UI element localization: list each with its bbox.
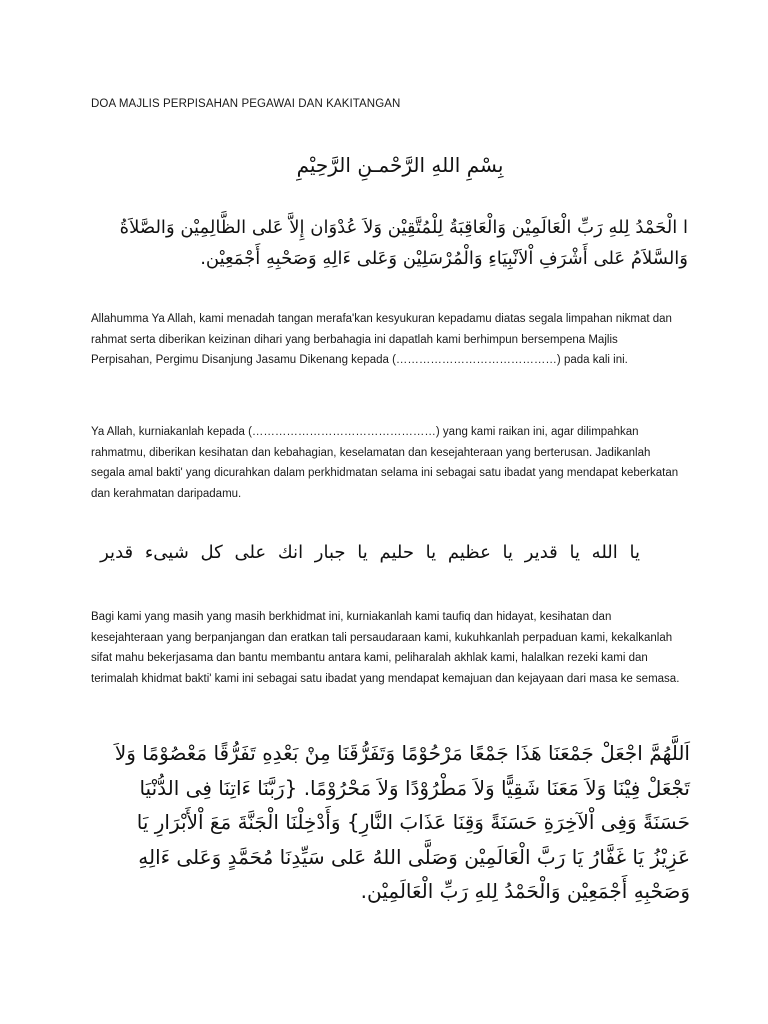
divine-names-line: يا الله يا قدير يا عظيم يا حليم يا جبار انك على كل شيىء قدير [100,542,640,563]
paragraph-remaining-staff: Bagi kami yang masih yang masih berkhidmat ini, kurniakanlah kami taufiq dan hidayat, kesihatan dan kesejahteraan yang berpanjangan dan eratkan tali persaudaraan kami, kukuhkanlah perpaduan kami, kekalkanlah sifat mahu bekerjasama dan bantu membantu antara kami, peliharalah akhlak kami, halalkan rezeki kami dan terimalah khidmat bakti' kami ini sebagai satu ibadat yang mendapat kemajuan dan kejayaan dari masa ke semasa. [91,611,680,685]
document-title: DOA MAJLIS PERPISAHAN PEGAWAI DAN KAKITANGAN [91,98,401,110]
basmala-line: بِسْمِ اللهِ الرَّحْمـنِ الرَّحِيْمِ [296,153,504,177]
paragraph-gratitude: Allahumma Ya Allah, kami menadah tangan merafa'kan kesyukuran kepadamu diatas segala limpahan nikmat dan rahmat serta diberikan keizinan dihari yang berbahagia ini dapatlah kami berhimpun bersempena Majlis Perpisahan, Pergimu Disanjung Jasamu Dikenang kepada (……………………………………) pada kali ini. [91,313,672,366]
paragraph-blessing: Ya Allah, kurniakanlah kepada (…………………………………………) yang kami raikan ini, agar dilimpahkan rahmatmu, diberikan kesihatan dan kebahagian, keselamatan dan kesejahteraan yang berterusan. Jadikanlah segala amal bakti' yang dicurahkan dalam perkhidmatan selama ini sebagai satu ibadat yang mendapat keberkatan dan kerahmatan daripadamu. [91,426,679,500]
opening-dua-arabic: ا الْحَمْدُ لِلهِ رَبِّ الْعَالَمِيْن وَالْعَاقِبَةُ لِلْمُتَّقِيْن وَلاَ عُدْوَان إِلاَّ عَلى الظَّالِمِيْن وَالصَّلاَةُ وَالسَّلاَمُ عَلى أَشْرَفِ اْلاَنْبِيَاءِ وَالْمُرْسَلِيْن وَعَلى ءَالِهِ وَصَحْبِهِ أَجْمَعِيْن. [119,217,688,269]
closing-dua-arabic: اَللَّهُمَّ اجْعَلْ جَمْعَنَا هَذَا جَمْعًا مَرْحُوْمًا وَتَفَرُّقَنَا مِنْ بَعْدِهِ تَفَرُّقًا مَعْصُوْمًا وَلاَ تَجْعَلْ فِيْنَا وَلاَ مَعَنَا شَقِيًّا وَلاَ مَطْرُوْدًا وَلاَ مَحْرُوْمًا. {رَبَّنَا ءَاتِنَا فِى الدُّنْيَا حَسَنَةً وَفِى اْلآخِرَةِ حَسَنَةً وَقِنَا عَذَابَ النَّارِ} وَأَدْخِلْنَا الْجَنَّةَ مَعَ اْلأَبْرَارِ يَا عَزِيْزُ يَا غَفَّارُ يَا رَبَّ الْعَالَمِيْن وَصَلَّى اللهُ عَلى سَيِّدِنَا مُحَمَّدٍ وَعَلى ءَالِهِ وَصَحْبِهِ أَجْمَعِيْن وَالْحَمْدُ لِلهِ رَبِّ الْعَالَمِيْن. [114,741,690,903]
